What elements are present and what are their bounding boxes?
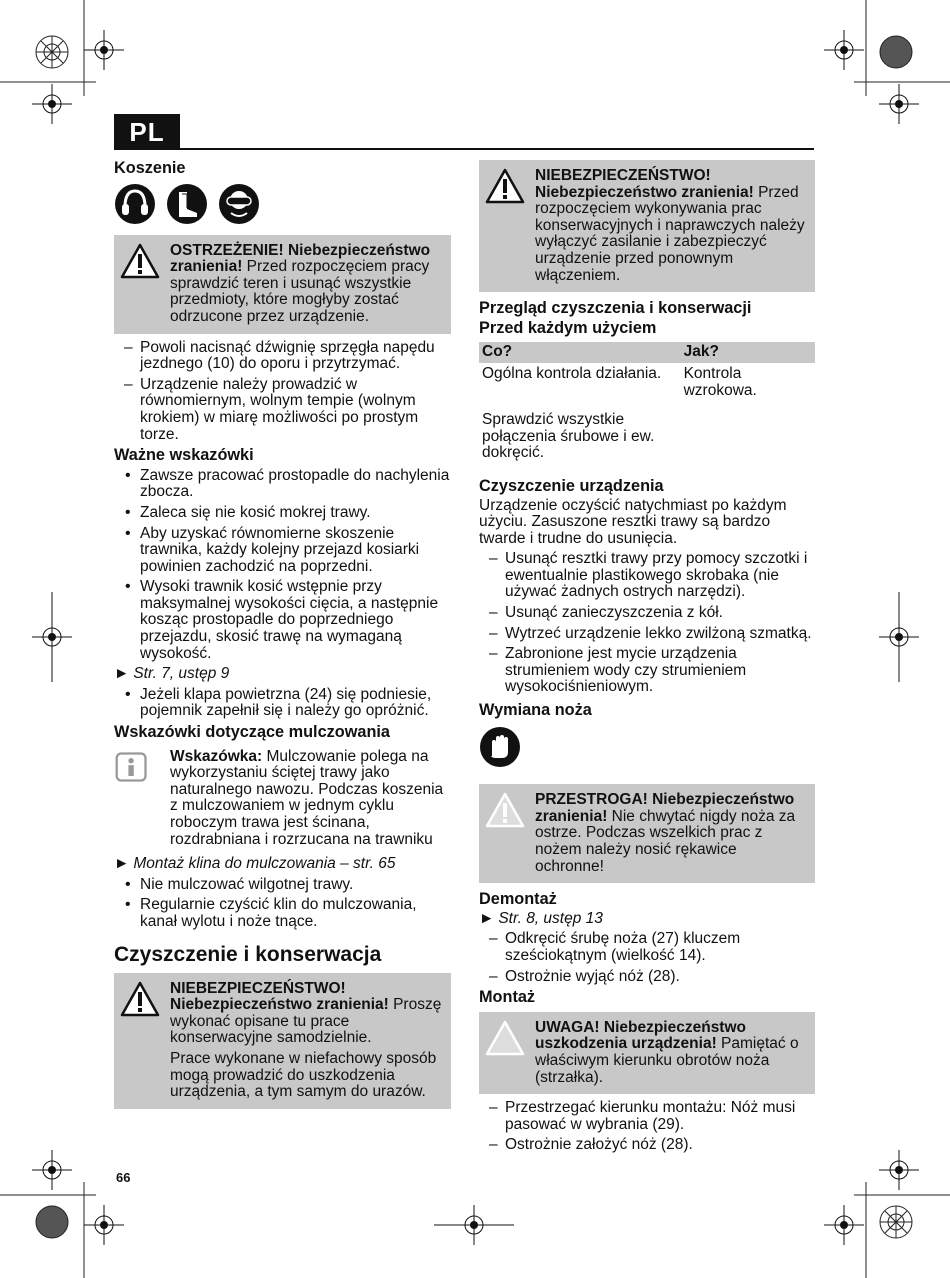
removal-list xyxy=(479,931,815,985)
reference-text: Str. 7, ustęp 9 xyxy=(133,665,230,683)
caution-text: Nie chwytać nigdy noża za ostrze. Podczas wszelkich prac z nożem należy nosić rękawice ochronne! xyxy=(535,807,796,875)
danger-text-2: Prace wykonane w niefachowy sposób mogą prowadzić do uszkodzenia urządzenia, a tym samym do urazów. xyxy=(170,1049,437,1101)
protective-gloves-icon xyxy=(479,726,521,768)
section-title-mulching: Wskazówki dotyczące mulczowania xyxy=(114,723,390,742)
list-item: • Zaleca się nie kosić mokrej trawy. xyxy=(114,505,451,522)
section-title-cleaning: Czyszczenie i konserwacja xyxy=(114,942,382,966)
list-item: – Zabronione jest mycie urządzenia strumieniem wody czy strumieniem wysokociśnieniowym. xyxy=(479,646,815,696)
list-item: – Ostrożnie założyć nóż (28). xyxy=(479,1137,815,1154)
table-row xyxy=(479,409,815,472)
list-item: – Usunąć zanieczyszczenia z kół. xyxy=(479,605,815,622)
list-item: – Usunąć resztki trawy przy pomocy szczotki i ewentualnie plastikowego skrobaka (nie używać żadnych ostrych narzędzi). xyxy=(479,551,815,601)
maintenance-table xyxy=(479,342,815,472)
warning-triangle-icon xyxy=(120,981,160,1017)
section-title-cleaning-device: Czyszczenie urządzenia xyxy=(479,476,664,495)
section-subtitle-overview: Przed każdym użyciem xyxy=(479,318,657,337)
danger-text: Przed rozpoczęciem wykonywania prac konserwacyjnych i naprawczych należy wyłączyć zasilanie i zabezpieczyć urządzenie przed ponownym włączeniem. xyxy=(535,183,805,284)
right-column xyxy=(479,160,815,1158)
ear-protection-icon xyxy=(114,183,156,225)
list-item: • Jeżeli klapa powietrzna (24) się podniesie, pojemnik zapełnił się i należy go opróżnić. xyxy=(114,687,451,720)
mulching-list xyxy=(114,877,451,931)
danger-heading: NIEBEZPIECZEŃSTWO! Niebezpieczeństwo zranienia! xyxy=(535,167,754,201)
gray-target xyxy=(36,1206,68,1238)
cleaning-list xyxy=(479,551,815,696)
list-item: • Nie mulczować wilgotnej trawy. xyxy=(114,877,451,894)
attention-box-mount xyxy=(479,1012,815,1094)
page-number: 66 xyxy=(116,1170,131,1185)
list-item: – Odkręcić śrubę noża (27) kluczem sześciokątnym (wielkość 14). xyxy=(479,931,815,964)
list-item: – Powoli nacisnąć dźwignię sprzęgła napędu jezdnego (10) do oporu i przytrzymać. xyxy=(114,340,451,373)
danger-box-cleaning xyxy=(114,973,451,1109)
ppe-icons xyxy=(114,183,451,225)
warning-text: Przed rozpoczęciem pracy sprawdzić teren i usunąć wszystkie przedmioty, które mogłyby zostać odrzucone przez urządzenie. xyxy=(170,258,430,325)
attention-text: Pamiętać o właściwym kierunku obrotów noża (strzałka). xyxy=(535,1035,799,1086)
list-item: – Ostrożnie wyjąć nóż (28). xyxy=(479,969,815,986)
table-cell xyxy=(681,409,815,472)
safety-boots-icon xyxy=(166,183,208,225)
section-title-blade: Wymiana noża xyxy=(479,701,592,720)
danger-text: Proszę wykonać opisane tu prace konserwacyjne samodzielnie. xyxy=(170,996,442,1047)
reference-text: Montaż klina do mulczowania – str. 65 xyxy=(133,855,396,873)
cross-reference: ► Montaż klina do mulczowania – str. 65 xyxy=(114,855,396,873)
section-title-removal: Demontaż xyxy=(479,890,557,909)
reference-text: Str. 8, ustęp 13 xyxy=(498,909,603,927)
cleaning-intro: Urządzenie oczyścić natychmiast po każdym użyciu. Zasuszone resztki trawy są bardzo twarde i trudne do usunięcia. xyxy=(479,496,787,547)
language-tab: PL xyxy=(114,114,180,150)
list-item: • Wysoki trawnik kosić wstępnie przy maksymalnej wysokości cięcia, a następnie kosząc prostopadle do poprzedniego przejazdu, skosić trawę na wymaganą wysokość. xyxy=(114,579,451,662)
cross-reference: ► Str. 8, ustęp 13 xyxy=(479,909,603,927)
table-cell: Ogólna kontrola działania. xyxy=(482,364,662,382)
danger-box-maintenance xyxy=(479,160,815,292)
note-box xyxy=(114,749,451,849)
table-header: Co? xyxy=(479,342,681,363)
list-item: • Zawsze pracować prostopadle do nachylenia zbocza. xyxy=(114,468,451,501)
cross-reference: ► Str. 7, ustęp 9 xyxy=(114,665,230,683)
attention-heading: UWAGA! Niebezpieczeństwo uszkodzenia urządzenia! xyxy=(535,1018,746,1053)
danger-heading: NIEBEZPIECZEŃSTWO! Niebezpieczeństwo zranienia! xyxy=(170,979,389,1014)
warning-triangle-icon xyxy=(120,243,160,279)
safety-goggles-icon xyxy=(218,183,260,225)
tips-list xyxy=(114,468,451,663)
info-icon xyxy=(114,749,150,785)
left-column xyxy=(114,158,451,1115)
warning-box-mowing xyxy=(114,235,451,334)
table-cell: Kontrola wzrokowa. xyxy=(683,364,757,399)
section-title-mount: Montaż xyxy=(479,988,536,1007)
list-item: – Przestrzegać kierunku montażu: Nóż musi pasować w wybrania (29). xyxy=(479,1100,815,1133)
caution-triangle-icon xyxy=(485,792,525,828)
list-item: • Regularnie czyścić klin do mulczowania, kanał wylotu i noże tnące. xyxy=(114,897,451,930)
gray-target xyxy=(880,36,912,68)
caution-box-blade xyxy=(479,784,815,883)
table-row xyxy=(479,363,815,409)
mowing-steps xyxy=(114,340,451,444)
list-item: • Aby uzyskać równomierne skoszenie trawnika, każdy kolejny przejazd kosiarki powinien zachodzić na poprzedni. xyxy=(114,526,451,576)
warning-triangle-icon xyxy=(485,168,525,204)
note-text: Mulczowanie polega na wykorzystaniu ściętej trawy jako naturalnego nawozu. Podczas koszenia z mulczowaniem w jednym cyklu roboczym trawa jest ścinana, rozdrabniana i rozrzucana na trawniku xyxy=(170,747,444,848)
list-item: – Wytrzeć urządzenie lekko zwilżoną szmatką. xyxy=(479,626,815,643)
mount-list xyxy=(479,1100,815,1154)
list-item: – Urządzenie należy prowadzić w równomiernym, wolnym tempie (wolnym krokiem) w miarę możliwości po prostym torze. xyxy=(114,377,451,443)
attention-triangle-icon xyxy=(485,1020,525,1056)
caution-heading: PRZESTROGA! Niebezpieczeństwo zranienia! xyxy=(535,791,795,825)
tips-list-2 xyxy=(114,687,451,720)
section-title-overview: Przegląd czyszczenia i konserwacji xyxy=(479,299,752,318)
note-heading: Wskazówka: xyxy=(170,747,263,765)
section-title-tips: Ważne wskazówki xyxy=(114,446,254,465)
table-header: Jak? xyxy=(681,342,815,363)
header-rule xyxy=(114,148,814,150)
warning-heading: OSTRZEŻENIE! Niebezpieczeństwo zranienia! xyxy=(170,241,431,276)
table-cell: Sprawdzić wszystkie połączenia śrubowe i ew. dokręcić. xyxy=(482,411,655,462)
section-title-mowing: Koszenie xyxy=(114,159,186,177)
